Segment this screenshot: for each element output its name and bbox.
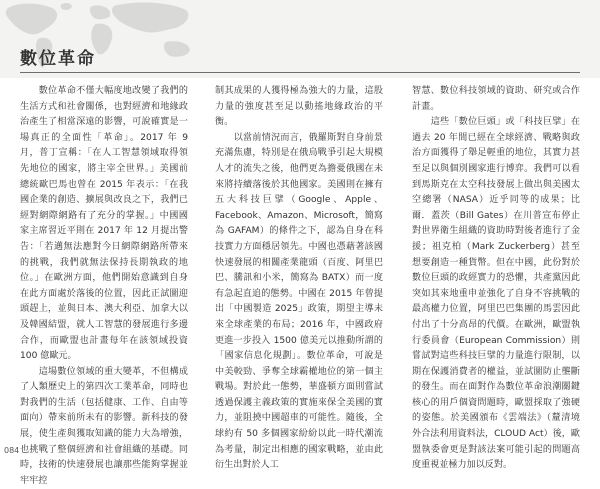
text-column-2: [215, 84, 383, 474]
paragraph: 以當前情況而言，俄羅斯對自身前景充滿焦慮，特別是在俄烏戰爭引起大規模人才的流失之後，他們更為擔憂俄國在未來將持續落後於其他國家。美國則在擁有五大科技巨擘（Google、Apple、Facebook、Amazon、Microsoft，簡寫為 GAFAM）的條件之下，認為自身在科技實力方面穩居領先。中國也憑藉著該國快速發展的相關產業龍頭（百度、阿里巴巴、騰訊和小米，簡寫為 BATX）而一度有急起直追的態勢。中國在 2015 年曾提出「中國製造 2025」政策，期望主導未來全球產業的布局；2016 年，中國政府更進一步投入 1500 億美元以推動所謂的「國家信息化規劃」。數位革命，可說是中美較勁、爭奪全球霸權地位的第一個主戰場。對於此一態勢，華盛頓方面則嘗試透過保護主義政策的實施來保全美國的實力，並阻撓中國超車的可能性。隨後，全球約有 50 多個國家紛紛以此一時代潮流為考量，制定出相應的國家戰略，並由此衍生出對於人工: [215, 132, 383, 471]
paragraph: 這場數位領域的重大變革，不但構成了人類歷史上的第四次工業革命，同時也對我們的生活（包括健康、工作、自由等面向）帶來前所未有的影響。新科技的發展，使生產與獲取知識的能力大為增強，也挑戰了整個經濟和社會組織的基礎。同時，技術的快速發展也讓那些能夠掌握並牢牢控: [20, 366, 188, 486]
text-column-3: [412, 84, 580, 474]
text-column-1: [20, 84, 188, 489]
paragraph: 數位革命不僅大幅度地改變了我們的生活方式和社會關係，也對經濟和地緣政治產生了相當深遠的影響，可說確實是一場真正的全面性「革命」。2017 年 9 月，普丁宣稱：「在人工智慧領域取得領先地位的國家，將主宰全世界。」美國前總統歐巴馬也曾在 2015 年表示：「在我國企業的創造、擴展與改良之下，我們已經對網際網路有了充分的掌握。」中國國家主席習近平則在 2017 年 12 月提出警告：「若邁無法應對今日網際網路所帶來的挑戰，我們就無法保持長期執政的地位。」在歐洲方面，他們開始意識到自身在此方面處於落後的位置，因此正試圖迎頭趕上，並與日本、澳大利亞、加拿大以及韓國結盟，就人工智慧的發展進行多邊合作，而歐盟也計畫每年在該領域投資 100 億歐元。: [20, 86, 188, 362]
paragraph: 智慧、數位科技領域的資助、研究或合作計畫。: [412, 86, 580, 112]
page-number: 084: [4, 446, 20, 455]
paragraph: 制其成果的人獲得極為強大的力量，這股力量的強度甚至足以動搖地緣政治的平衡。: [215, 86, 383, 128]
title-divider: [20, 72, 580, 73]
page-title: 數位革命: [20, 49, 96, 69]
paragraph: 這些「數位巨頭」或「科技巨擘」在過去 20 年間已經在全球經濟、戰略與政治方面獲得了舉足輕重的地位，其實力甚至足以與個別國家進行博弈。我們可以看到馬斯克在太空科技發展上做出與美國太空總署（NASA）近乎同等的成果；比爾．蓋茨（Bill Gates）在川普宣布停止對世界衛生組織的資助時對後者進行了金援；祖克柏（Mark Zuckerberg）甚至想要創造一種貨幣。但在中國，此份對於數位巨頭的政經實力的恐懼，共產黨因此突如其來地重申並強化了自身不容挑戰的最高權力位置，阿里巴巴集團的馬雲因此付出了十分高昂的代價。在歐洲，歐盟執行委員會（European Commission）則嘗試對這些科技巨擘的力量進行限制，以期在保護消費者的權益，並試圖防止壟斷的發生。而在面對作為數位革命浪潮關鍵核心的用戶個資問題時，歐盟採取了強硬的姿態。於美國頒布《雲端法》（釐清境外合法利用資料法，CLOUD Act）後，歐盟執委會更是對該法案可能引起的問題高度重視並極力加以反對。: [412, 117, 580, 471]
